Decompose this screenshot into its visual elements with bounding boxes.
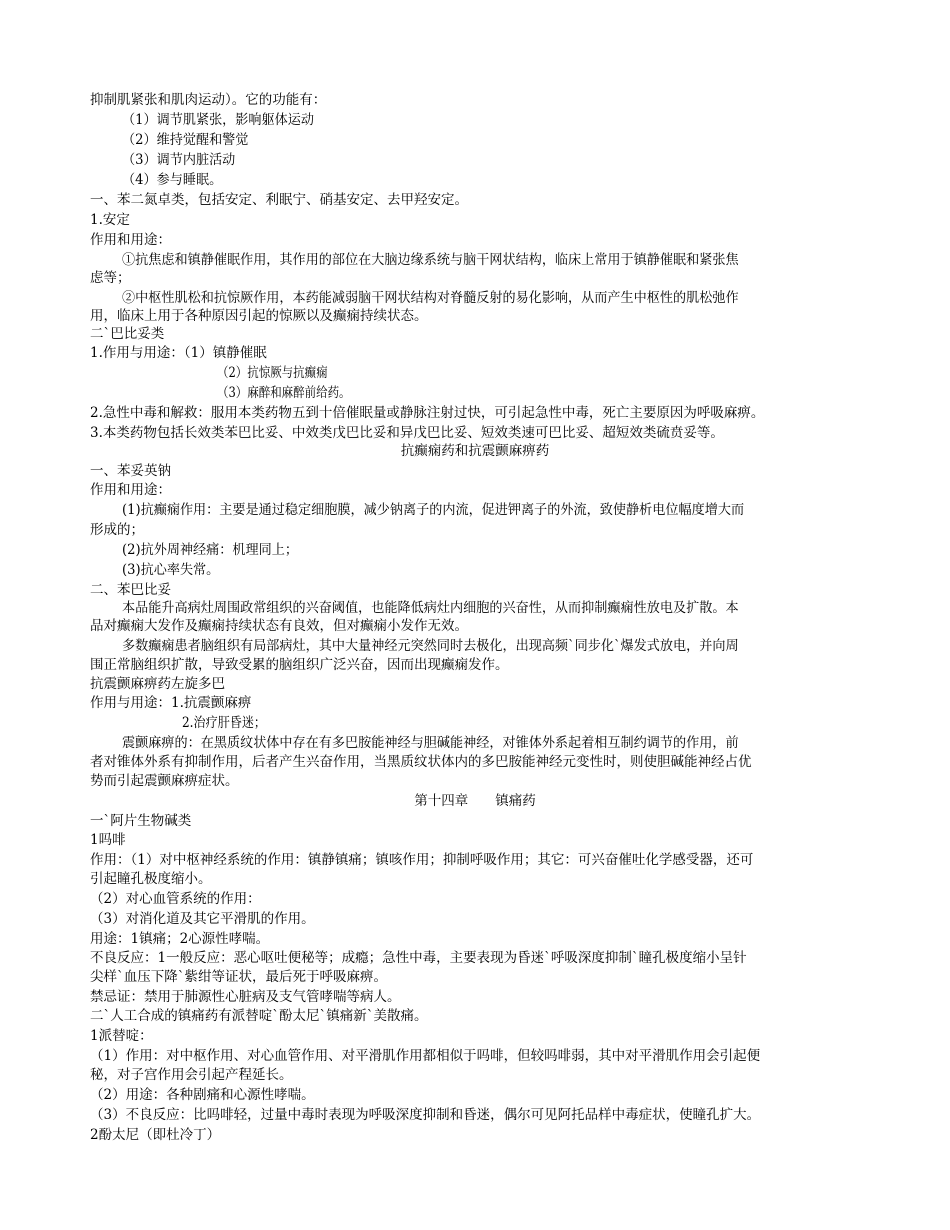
paragraph-line: 势而引起震颤麻痹症状。 (90, 773, 239, 789)
list-item: （4）参与睡眠。 (122, 172, 223, 188)
list-item: (3)抗心率失常。 (122, 562, 220, 578)
text-line: （2）用途：各种剧痛和心源性哮喘。 (90, 1087, 315, 1103)
section-heading: 一、苯妥英钠 (90, 463, 171, 479)
paragraph-line: ①抗焦虑和镇静催眠作用，其作用的部位在大脑边缘系统与脑干网状结构，临床上常用于镇静催眠和紧张焦 (122, 252, 739, 268)
list-item: (2)抗外周神经痛：机理同上； (122, 542, 299, 558)
text-line: 作用和用途： (90, 482, 171, 498)
chapter-title: 第十四章 镇痛药 (414, 793, 536, 809)
subsection-heading: 1.安定 (90, 212, 130, 228)
subsection-heading: 2酚太尼（即杜冷丁） (90, 1127, 221, 1143)
text-line: （2）对心血管系统的作用： (90, 891, 261, 907)
paragraph-line: 秘，对子宫作用会引起产程延长。 (90, 1067, 293, 1083)
subsection-heading: 1派替啶： (90, 1028, 153, 1044)
paragraph-line: 本品能升高病灶周围政常组织的兴奋阈值，也能降低病灶内细胞的兴奋性，从而抑制癫痫性放电及扩散。本 (122, 600, 739, 616)
text-line: 3.本类药物包括长效类苯巴比妥、中效类戊巴比妥和异戊巴比妥、短效类速可巴比妥、超短效类硫贲妥等。 (90, 425, 724, 441)
section-heading: 抗震颤麻痹药左旋多巴 (90, 676, 225, 692)
text-line: 抑制肌紧张和肌肉运动）。它的功能有： (90, 92, 327, 108)
paragraph-line: 震颤麻痹的：在黑质纹状体中存在有多巴胺能神经与胆碱能神经，对锥体外系起着相互制约调节的作用，前 (122, 735, 739, 751)
text-line: （3）对消化道及其它平滑肌的作用。 (90, 911, 315, 927)
section-heading: 一、苯二氮卓类，包括安定、利眠宁、硝基安定、去甲羟安定。 (90, 192, 468, 208)
text-line: （3）不良反应：比吗啡轻，过量中毒时表现为呼吸深度抑制和昏迷，偶尔可见阿托品样中毒症状，使瞳孔扩大。 (90, 1107, 761, 1123)
paragraph-line: 不良反应：1一般反应：恶心呕吐便秘等；成瘾；急性中毒，主要表现为昏迷`呼吸深度抑制`瞳孔极度缩小呈针 (90, 950, 747, 966)
paragraph-line: 者对锥体外系有抑制作用，后者产生兴奋作用，当黑质纹状体内的多巴胺能神经元变性时，则使胆碱能神经占优 (90, 754, 752, 770)
text-line: 作用和用途： (90, 232, 171, 248)
paragraph-line: ②中枢性肌松和抗惊厥作用，本药能减弱脑干网状结构对脊髓反射的易化影响，从而产生中枢性的肌松弛作 (122, 290, 739, 306)
chapter-title: 抗癫痫药和抗震颤麻痹药 (400, 443, 550, 459)
paragraph-line: 围正常脑组织扩散，导致受累的脑组织广泛兴奋，因而出现癫痫发作。 (90, 657, 509, 673)
text-line: 用途：1镇痛；2心源性哮喘。 (90, 931, 270, 947)
paragraph-line: 引起瞳孔极度缩小。 (90, 871, 212, 887)
text-line: 1.作用与用途：（1）镇静催眠 (90, 345, 267, 361)
paragraph-line: 用，临床上用于各种原因引起的惊厥以及癫痫持续状态。 (90, 308, 428, 324)
paragraph-line: 作用：（1）对中枢神经系统的作用：镇静镇痛；镇咳作用；抑制呼吸作用；其它：可兴奋催吐化学感受器，还可 (90, 852, 754, 868)
paragraph-line: 虑等； (90, 270, 131, 286)
paragraph-line: 多数癫痫患者脑组织有局部病灶，其中大量神经元突然同时去极化，出现高频`同步化`爆发式放电，并向周 (122, 638, 739, 654)
paragraph-line: 品对癫痫大发作及癫痫持续状态有良效，但对癫痫小发作无效。 (90, 618, 468, 634)
list-item: （2）维持觉醒和警觉 (122, 132, 249, 148)
list-item: （1）调节肌紧张，影响躯体运动 (122, 112, 315, 128)
section-heading: 一`阿片生物碱类 (90, 813, 192, 829)
section-heading: 二`巴比妥类 (90, 326, 165, 342)
paragraph-line: 尖样`血压下降`紫绀等证状，最后死于呼吸麻痹。 (90, 969, 387, 985)
list-item: （3）调节内脏活动 (122, 152, 236, 168)
paragraph-line: (1)抗癫痫作用：主要是通过稳定细胞膜，减少钠离子的内流，促进钾离子的外流，致使静析电位幅度增大而 (122, 502, 745, 518)
list-item: （3）麻醉和麻醉前给药。 (217, 385, 351, 401)
paragraph-line: （1）作用：对中枢作用、对心血管作用、对平滑肌作用都相似于吗啡，但较吗啡弱，其中对平滑肌作用会引起便 (90, 1048, 761, 1064)
list-item: 2.治疗肝昏迷； (182, 715, 267, 731)
paragraph-line: 形成的； (90, 522, 144, 538)
text-line: 禁忌证：禁用于肺源性心脏病及支气管哮喘等病人。 (90, 989, 401, 1005)
text-line: 2.急性中毒和解救：服用本类药物五到十倍催眠量或静脉注射过快，可引起急性中毒，死亡主要原因为呼吸麻痹。 (90, 405, 765, 421)
text-line: 作用与用途：1.抗震颤麻痹 (90, 695, 252, 711)
subsection-heading: 1吗啡 (90, 832, 126, 848)
list-item: （2）抗惊厥与抗癫痫 (217, 365, 328, 381)
section-heading: 二`人工合成的镇痛药有派替啶`酚太尼`镇痛新`美散痛。 (90, 1008, 428, 1024)
section-heading: 二、苯巴比妥 (90, 582, 171, 598)
